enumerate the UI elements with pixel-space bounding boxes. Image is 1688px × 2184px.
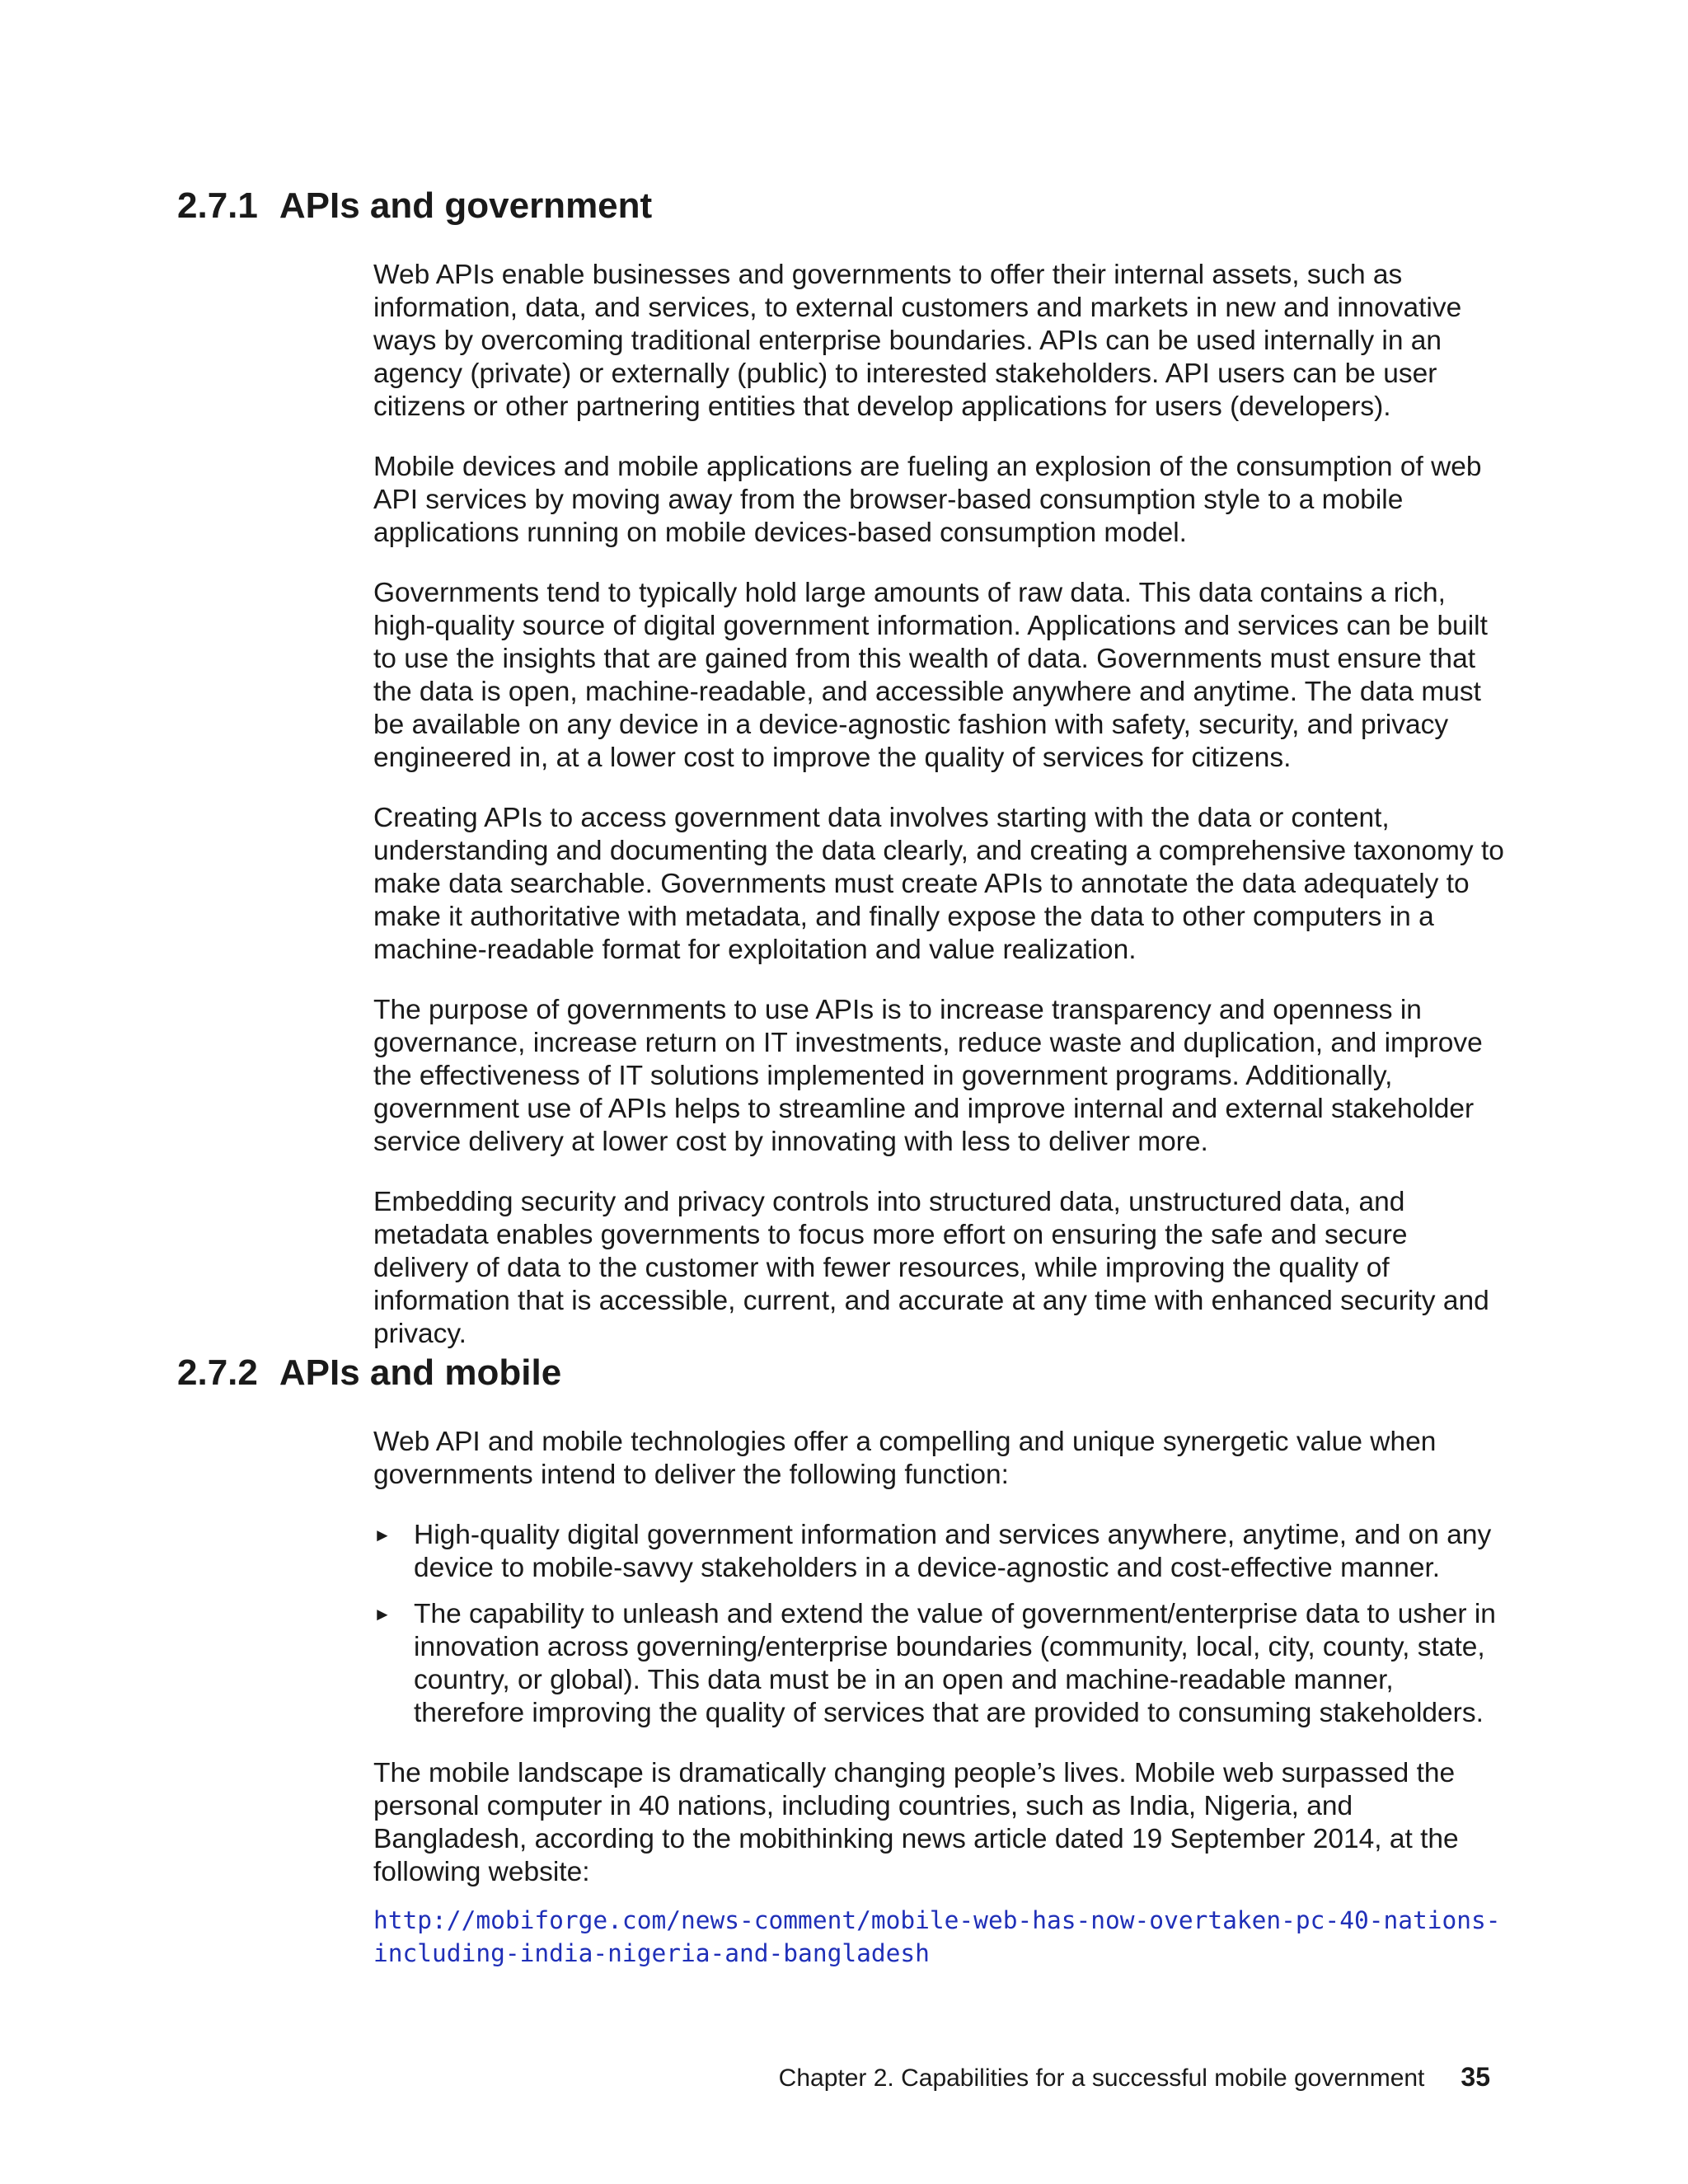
paragraph: Embedding security and privacy controls into structured data, unstructured data, and metadata enables governments to focus more effort on ensuring the safe and secure delivery of data to the customer with fewer resources, while improving the quality of information that is accessible, current, and accurate at any time with enhanced security and privacy. — [373, 1187, 1489, 1349]
section-title: APIs and mobile — [279, 1352, 562, 1393]
paragraph: Web APIs enable businesses and governments to offer their internal assets, such as information, data, and services, to external customers and markets in new and innovative ways by overcoming traditional enterprise boundaries. APIs can be used internally in an agency (private) or externally (public) to interested stakeholders. API users can be user citizens or other partnering entities that develop applications for users (developers). — [373, 260, 1462, 422]
list-item — [373, 1598, 1507, 1730]
paragraph: Governments tend to typically hold large amounts of raw data. This data contains a rich, high-quality source of digital government information. Applications and services can be built to use the insights that are gained from this wealth of data. Governments must ensure that the data is open, machine-readable, and accessible anywhere and anytime. The data must be available on any device in a device-agnostic fashion with safety, security, and privacy engineered in, at a lower cost to improve the quality of services for citizens. — [373, 578, 1488, 773]
page-footer — [779, 2060, 1490, 2095]
paragraph-intro: Web API and mobile technologies offer a compelling and unique synergetic value when governments intend to deliver the following function: — [373, 1427, 1437, 1490]
bullet-arrow-icon: ► — [373, 1525, 392, 1545]
section-number: 2.7.2 — [177, 1352, 258, 1393]
section-body-2-7-2 — [373, 1426, 1507, 1970]
mobiforge-link[interactable]: http://mobiforge.com/news-comment/mobile-web-has-now-overtaken-pc-40-nations-including-india-nigeria-and-bangladesh — [373, 1906, 1501, 1967]
paragraph-closing: The mobile landscape is dramatically changing people’s lives. Mobile web surpassed the personal computer in 40 nations, including countries, such as India, Nigeria, and Bangladesh, according to the mobithinking news article dated 19 September 2014, at the following website: — [373, 1758, 1459, 1887]
list-item-text: The capability to unleash and extend the value of government/enterprise data to usher in innovation across governing/enterprise boundaries (community, local, city, county, state, country, or global). This data must be in an open and machine-readable manner, therefore improving the quality of services that are provided to consuming stakeholders. — [414, 1599, 1496, 1728]
list-item — [373, 1519, 1507, 1585]
bullet-arrow-icon: ► — [373, 1604, 392, 1624]
section-title: APIs and government — [279, 185, 653, 226]
section-body-2-7-1 — [373, 259, 1507, 1378]
paragraph: Creating APIs to access government data involves starting with the data or content, understanding and documenting the data clearly, and creating a comprehensive taxonomy to make data searchable. Governments must create APIs to annotate the data adequately to make it authoritative with metadata, and finally expose the data to other computers in a machine-readable format for exploitation and value realization. — [373, 803, 1504, 965]
footer-chapter-title: Chapter 2. Capabilities for a successful mobile government — [778, 2064, 1425, 2092]
page-number: 35 — [1461, 2062, 1490, 2092]
section-heading-2-7-1 — [177, 185, 652, 227]
section-heading-2-7-2 — [177, 1352, 561, 1394]
bullet-list — [373, 1519, 1507, 1730]
paragraph: The purpose of governments to use APIs is to increase transparency and openness in governance, increase return on IT investments, reduce waste and duplication, and improve the effectiveness of IT solutions implemented in government programs. Additionally, government use of APIs helps to streamline and improve internal and external stakeholder service delivery at lower cost by innovating with less to deliver more. — [373, 995, 1483, 1157]
paragraph: Mobile devices and mobile applications are fueling an explosion of the consumption of web API services by moving away from the browser-based consumption style to a mobile applications running on mobile devices-based consumption model. — [373, 452, 1482, 548]
list-item-text: High-quality digital government information and services anywhere, anytime, and on any device to mobile-savvy stakeholders in a device-agnostic and cost-effective manner. — [414, 1520, 1492, 1583]
section-number: 2.7.1 — [177, 185, 258, 226]
